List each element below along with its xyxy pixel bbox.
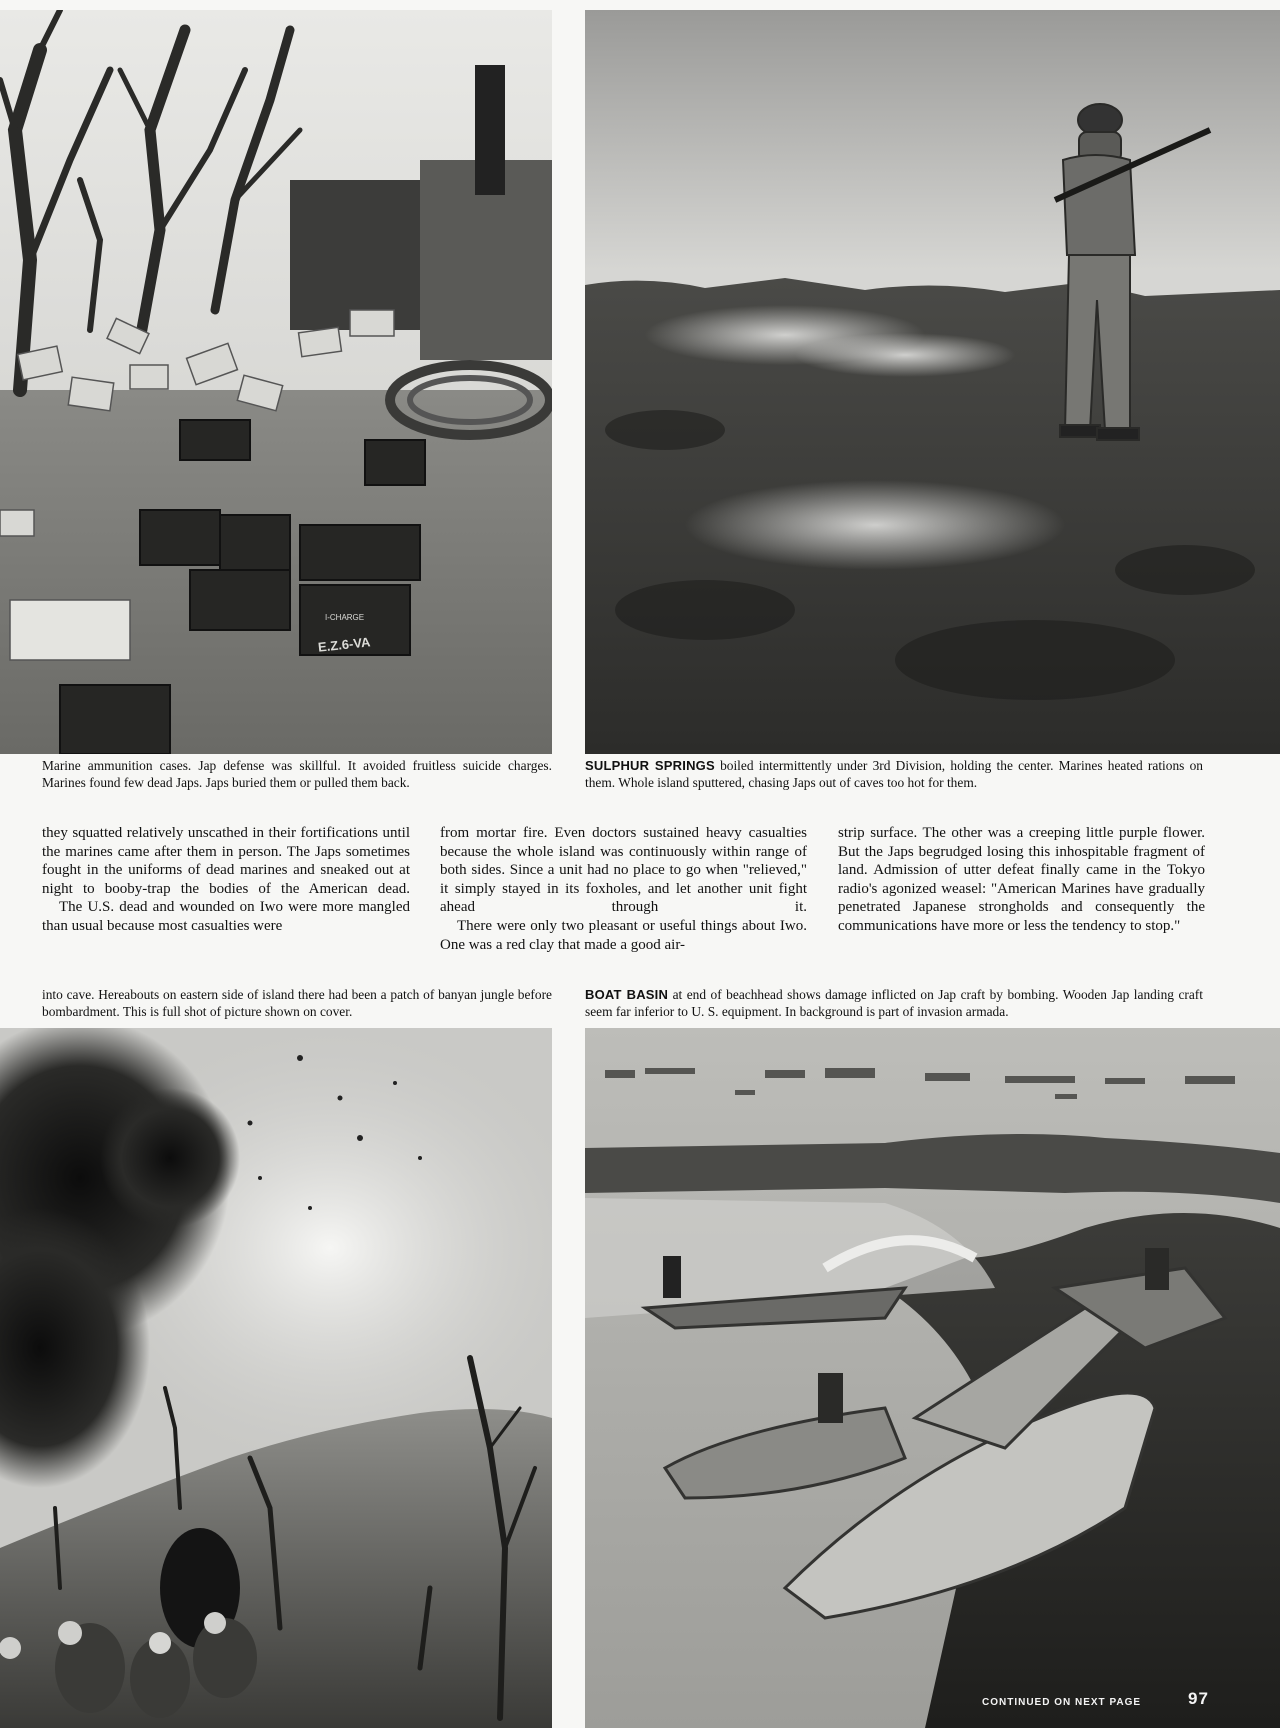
article-paragraph: strip surface. The other was a creeping little purple flower. But the Japs begrudged losing this inhospitable fragment of land. Admission of utter defeat finally came in the Tokyo radio's agonized weasel: "American Marines have gradually penetrated Japanese strongholds and consequently the communications have more or less the tendency to stop." xyxy=(838,825,1205,934)
caption-sulphur-springs-text: boiled intermittently under 3rd Division, holding the center. Marines heated rations on them. Whole island sputtered, chasing Japs out of caves too hot for them. xyxy=(585,758,1203,790)
article-paragraph: from mortar fire. Even doctors sustained heavy casualties because the whole island was continuously within range of both sides. Since a unit had no place to go when "relieved," it simply stayed in its foxholes, and let another unit fight ahead through it. xyxy=(440,825,807,916)
photo-ammunition-cases xyxy=(0,10,552,754)
article-paragraph: There were only two pleasant or useful things about Iwo. One was a red clay that made a good air- xyxy=(440,917,807,953)
caption-boat-basin-text: at end of beachhead shows damage inflicted on Jap craft by bombing. Wooden Jap landing craft seem far inferior to U. S. equipment. In background is part of invasion armada. xyxy=(585,987,1203,1019)
caption-cave: into cave. Hereabouts on eastern side of island there had been a patch of banyan jungle before bombardment. This is full shot of picture shown on cover. xyxy=(42,987,552,1019)
caption-sulphur-springs xyxy=(585,758,1203,791)
caption-boat-basin xyxy=(585,987,1203,1020)
article-column-1 xyxy=(42,824,410,936)
caption-sulphur-springs-lead: SULPHUR SPRINGS xyxy=(585,758,715,773)
photo-explosion-smoke xyxy=(0,1028,552,1728)
continued-on-next-page: CONTINUED ON NEXT PAGE xyxy=(982,1697,1142,1708)
crate-stencil-1: I-CHARGE xyxy=(325,613,365,622)
article-paragraph: they squatted relatively unscathed in their fortifications until the marines came after them in person. The Japs sometimes fought in the uniforms of dead marines and sneaked out at night to booby-trap the bodies of the American dead. xyxy=(42,825,410,897)
page-number: 97 xyxy=(1188,1689,1209,1708)
crate-stencil-2: E.Z.6-VA xyxy=(317,634,372,655)
caption-ammunition: Marine ammunition cases. Jap defense was skillful. It avoided fruitless suicide charges. Marines found few dead Japs. Japs buried them or pulled them back. xyxy=(42,758,552,790)
article-column-2 xyxy=(440,824,807,954)
article-column-3 xyxy=(838,824,1205,936)
article-paragraph: The U.S. dead and wounded on Iwo were more mangled than usual because most casualties were xyxy=(42,899,410,934)
photo-sulphur-springs xyxy=(585,10,1280,754)
caption-boat-basin-lead: BOAT BASIN xyxy=(585,987,669,1002)
photo-boat-basin xyxy=(585,1028,1280,1728)
